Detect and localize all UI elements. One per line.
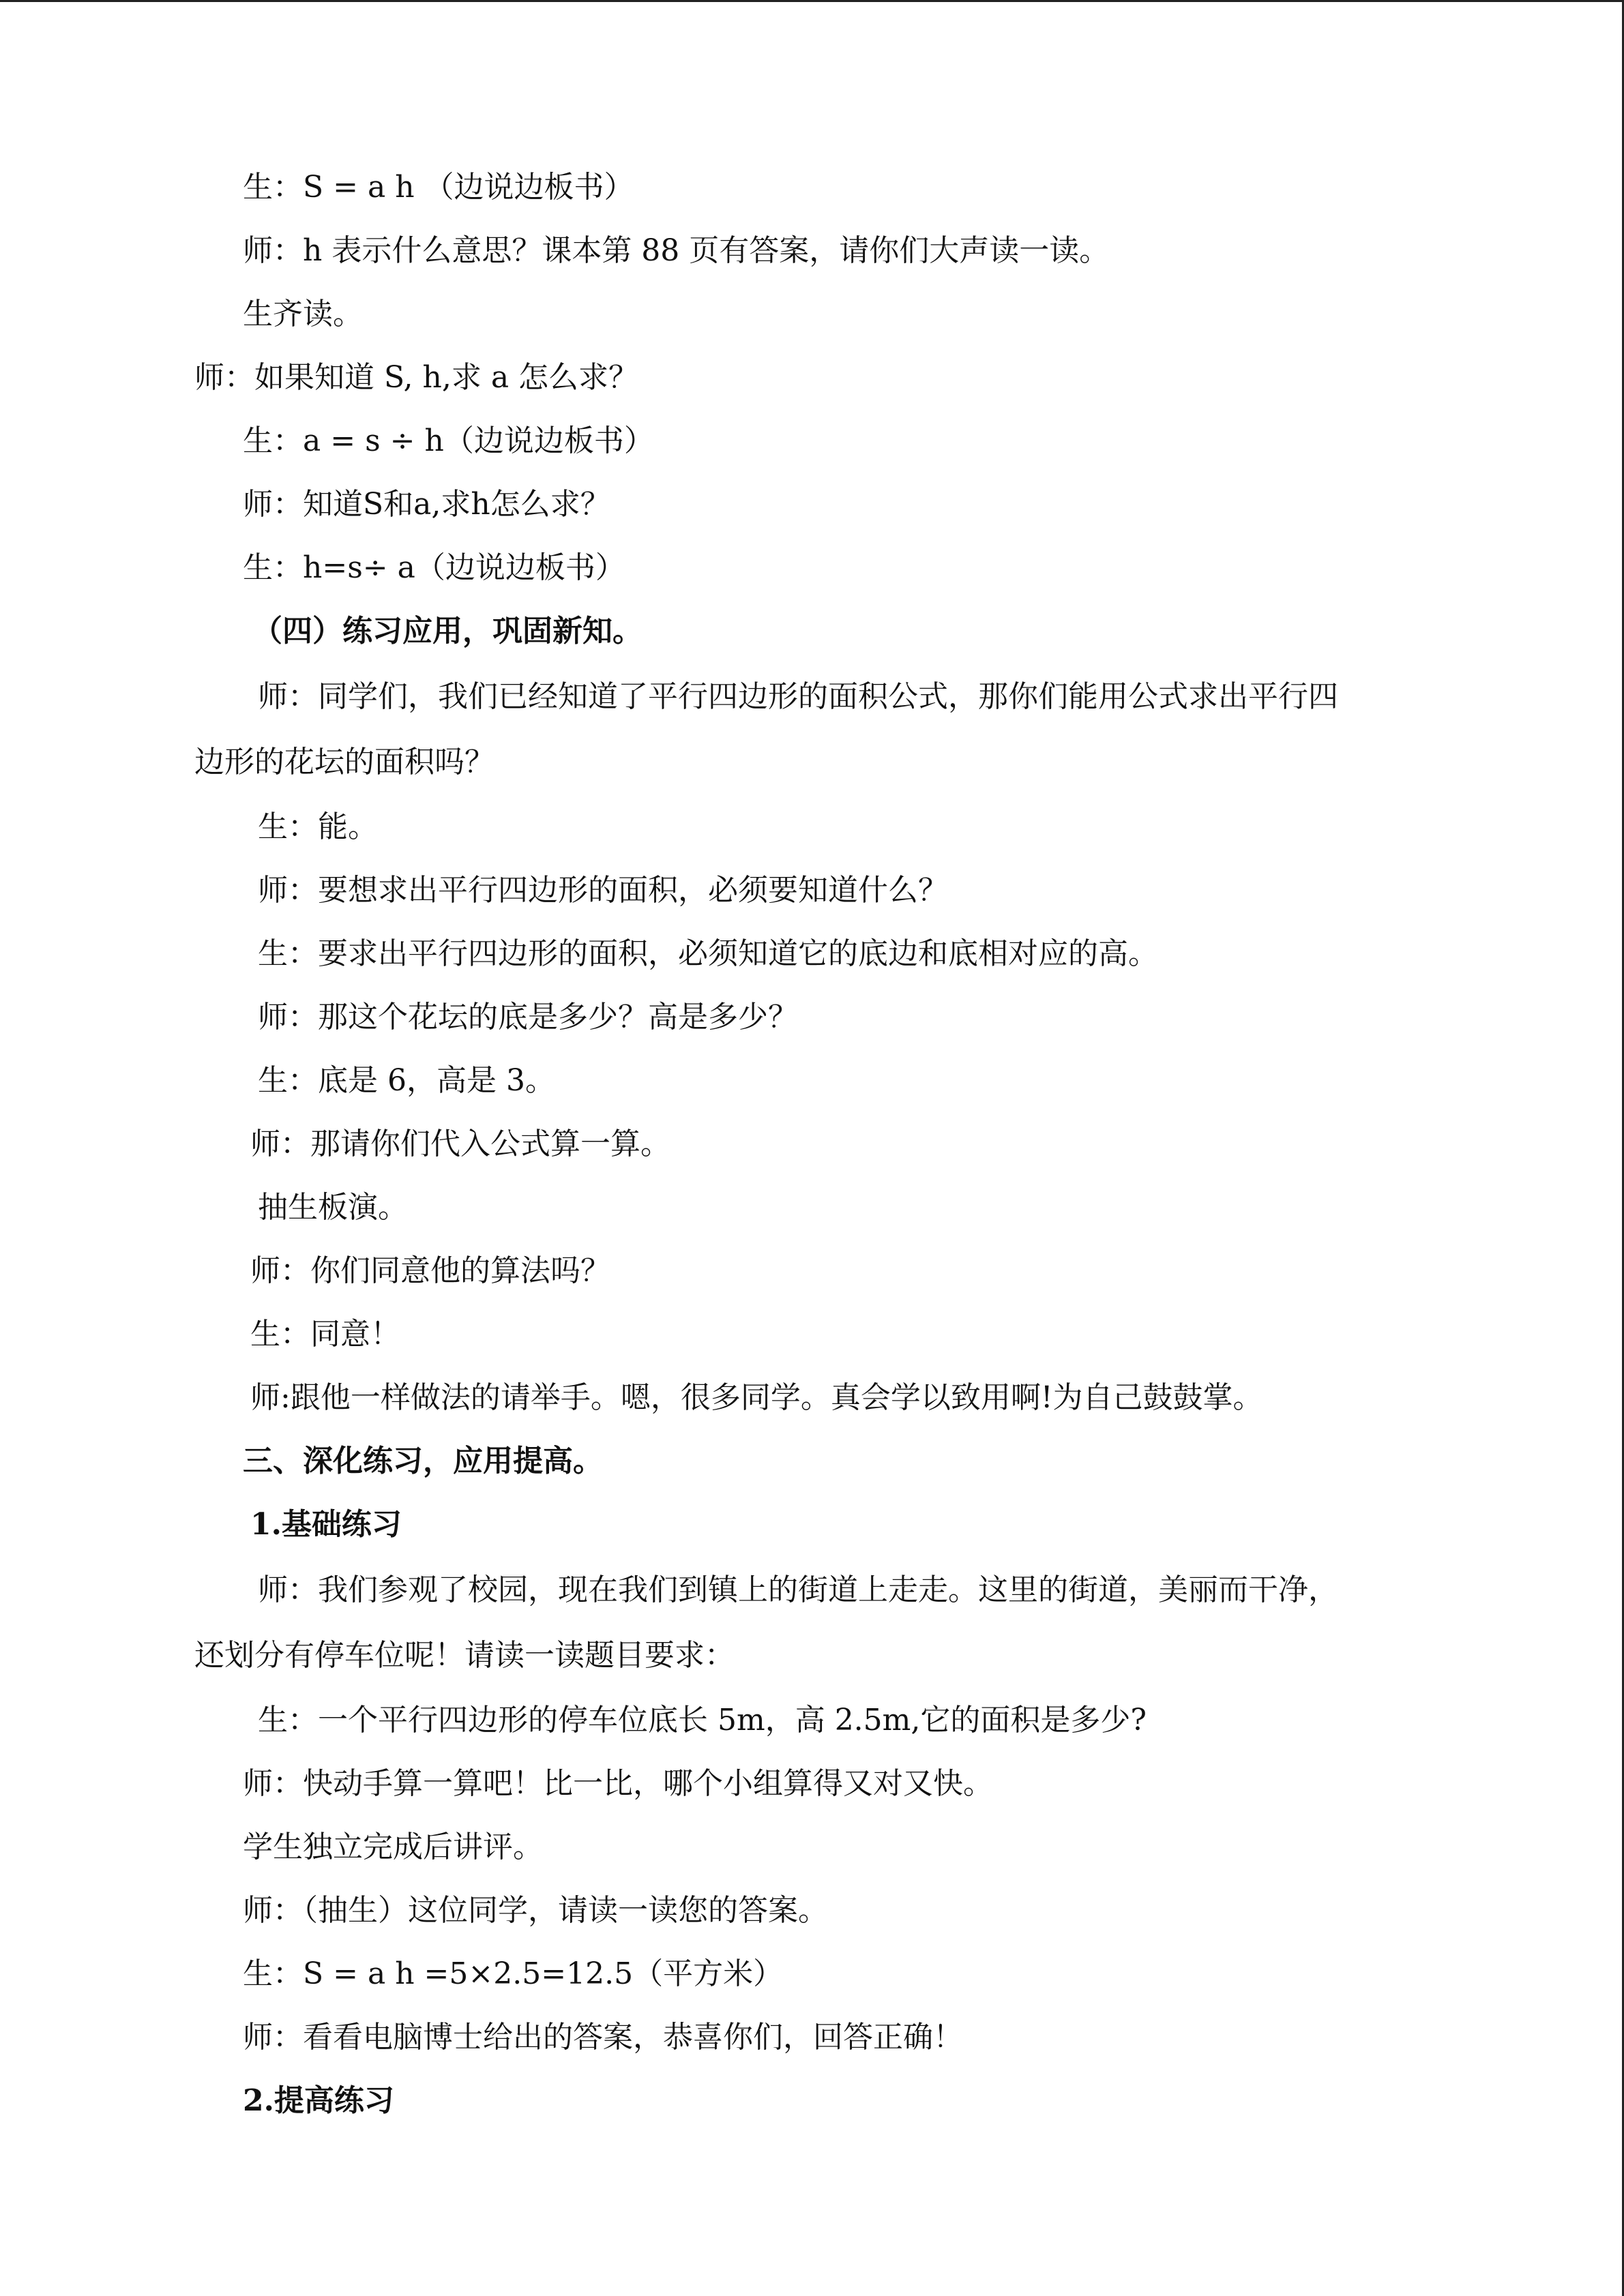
text-line: 生：底是 6，高是 3。 <box>258 1063 555 1098</box>
text-line: 生：h=s÷ a（边说边板书） <box>243 550 625 585</box>
text-line: 师：看看电脑博士给出的答案，恭喜你们，回答正确！ <box>243 2020 963 2055</box>
text-line: 生：S = a h （边说边板书） <box>243 170 634 205</box>
text-line: 师：如果知道 S, h,求 a 怎么求？ <box>194 360 639 395</box>
text-line: 师：那这个花坛的底是多少？高是多少？ <box>258 1000 798 1034</box>
text-line: 师：要想求出平行四边形的面积，必须要知道什么？ <box>258 873 948 908</box>
text-line: 生：S = a h =5×2.5=12.5（平方米） <box>243 1956 784 1991</box>
text-line: 边形的花坛的面积吗？ <box>194 745 494 779</box>
text-line: 生齐读。 <box>243 297 363 331</box>
text-line: 生：能。 <box>258 809 378 844</box>
text-line: 还划分有停车位呢！请读一读题目要求： <box>194 1638 735 1673</box>
text-line: 师：h 表示什么意思？课本第 88 页有答案，请你们大声读一读。 <box>243 233 1110 268</box>
text-line: 生：一个平行四边形的停车位底长 5m，高 2.5m,它的面积是多少? <box>258 1703 1147 1738</box>
text-line: 师：（抽生）这位同学，请读一读您的答案。 <box>243 1893 828 1928</box>
text-line: 学生独立完成后讲评。 <box>243 1830 543 1864</box>
subsection-heading: 2.提高练习 <box>243 2083 394 2118</box>
text-line: 抽生板演。 <box>258 1190 408 1225</box>
text-line: 生：要求出平行四边形的面积，必须知道它的底边和底相对应的高。 <box>258 936 1158 971</box>
text-line: 生：同意！ <box>250 1317 400 1352</box>
text-line: 师:跟他一样做法的请举手。嗯，很多同学。真会学以致用啊!为自己鼓鼓掌。 <box>250 1380 1263 1415</box>
text-line: 生：a = s ÷ h（边说边板书） <box>243 423 654 458</box>
text-line: 师：快动手算一算吧！比一比，哪个小组算得又对又快。 <box>243 1766 993 1801</box>
text-line: 师：我们参观了校园，现在我们到镇上的街道上走走。这里的街道，美丽而干净， <box>258 1572 1338 1607</box>
text-line: 师：知道S和a,求h怎么求？ <box>243 487 610 522</box>
subsection-heading: 1.基础练习 <box>250 1507 402 1542</box>
section-heading: （四）练习应用，巩固新知。 <box>252 614 643 648</box>
text-line: 师：同学们，我们已经知道了平行四边形的面积公式，那你们能用公式求出平行四 <box>258 679 1338 714</box>
text-line: 师：你们同意他的算法吗？ <box>250 1253 610 1288</box>
text-line: 师：那请你们代入公式算一算。 <box>250 1127 670 1161</box>
section-heading: 三、深化练习，应用提高。 <box>243 1444 603 1478</box>
